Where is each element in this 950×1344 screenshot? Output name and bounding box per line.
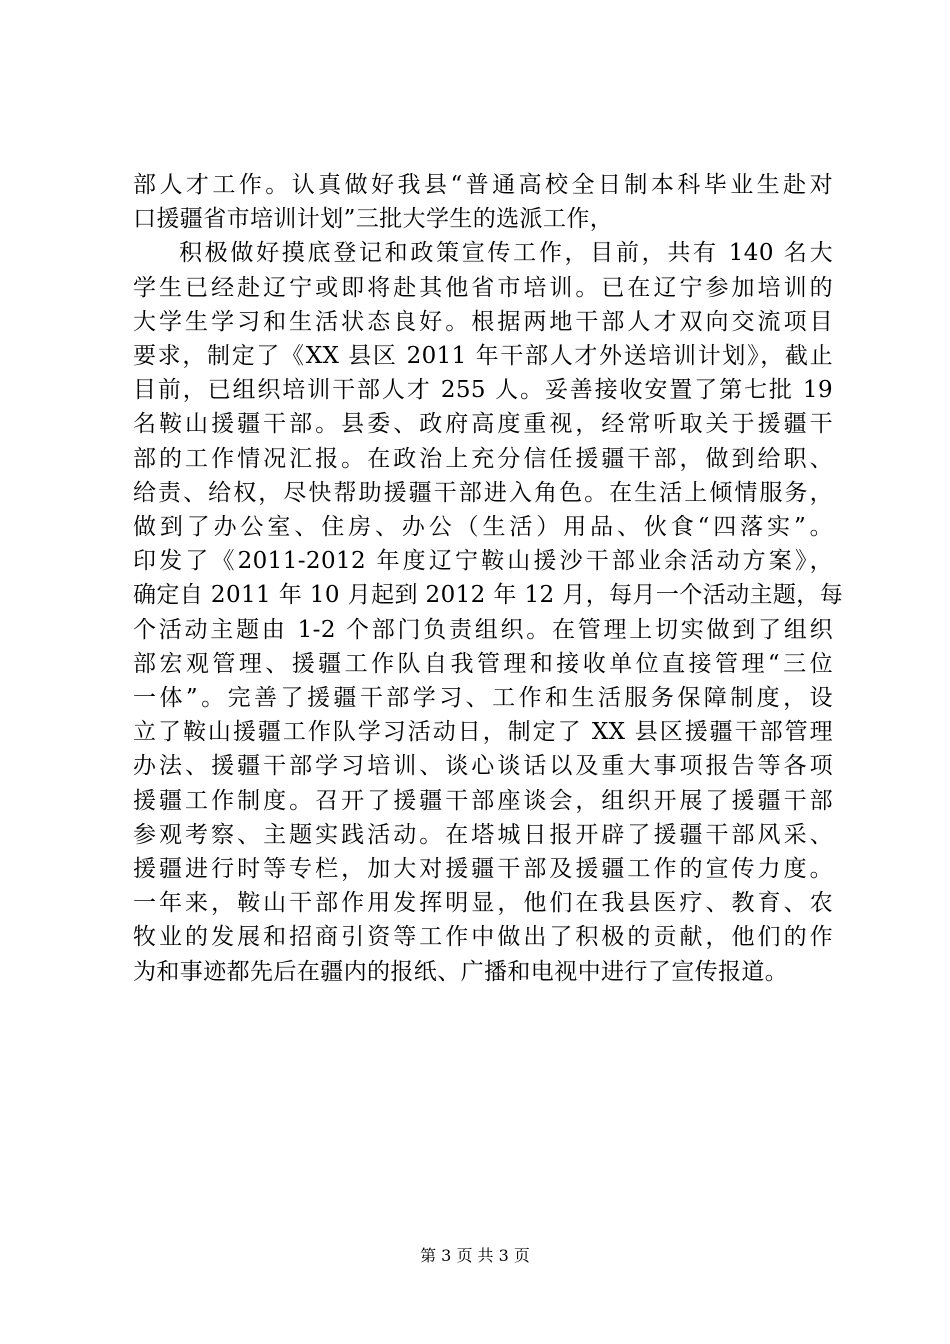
text-line: 大学生学习和生活状态良好。根据两地干部人才双向交流项目 bbox=[133, 308, 833, 335]
text-line: 确定自 2011 年 10 月起到 2012 年 12 月，每月一个活动主题，每 bbox=[133, 582, 844, 609]
text-line: 做到了办公室、住房、办公（生活）用品、伙食“四落实”。 bbox=[133, 514, 833, 541]
text-line: 学生已经赴辽宁或即将赴其他省市培训。已在辽宁参加培训的 bbox=[133, 274, 833, 301]
document-body bbox=[133, 168, 844, 989]
text-line: 办法、援疆干部学习培训、谈心谈话以及重大事项报告等各项 bbox=[133, 753, 833, 780]
text-line: 一年来，鞍山干部作用发挥明显，他们在我县医疗、教育、农 bbox=[133, 890, 833, 917]
text-line: 积极做好摸底登记和政策宣传工作，目前，共有 140 名大 bbox=[179, 240, 833, 267]
text-line: 要求，制定了《XX 县区 2011 年干部人才外送培训计划》，截止 bbox=[133, 343, 833, 370]
text-line: 名鞍山援疆干部。县委、政府高度重视，经常听取关于援疆干 bbox=[133, 411, 833, 438]
text-line: 为和事迹都先后在疆内的报纸、广播和电视中进行了宣传报道。 bbox=[133, 958, 789, 985]
paragraph-1 bbox=[133, 168, 833, 236]
text-line: 立了鞍山援疆工作队学习活动日，制定了 XX 县区援疆干部管理 bbox=[133, 719, 833, 746]
text-line: 口援疆省市培训计划”三批大学生的选派工作， bbox=[133, 206, 614, 233]
text-line: 参观考察、主题实践活动。在塔城日报开辟了援疆干部风采、 bbox=[133, 821, 833, 848]
text-line: 部人才工作。认真做好我县“普通高校全日制本科毕业生赴对 bbox=[133, 172, 833, 198]
text-line: 部的工作情况汇报。在政治上充分信任援疆干部，做到给职、 bbox=[133, 445, 833, 472]
text-line: 个活动主题由 1-2 个部门负责组织。在管理上切实做到了组织 bbox=[133, 616, 833, 643]
text-line: 援疆进行时等专栏，加大对援疆干部及援疆工作的宣传力度。 bbox=[133, 856, 833, 883]
text-line: 一体”。完善了援疆干部学习、工作和生活服务保障制度，设 bbox=[133, 685, 833, 712]
text-line: 部宏观管理、援疆工作队自我管理和接收单位直接管理“三位 bbox=[133, 650, 833, 677]
text-line: 援疆工作制度。召开了援疆干部座谈会，组织开展了援疆干部 bbox=[133, 787, 833, 814]
page-footer: 第 3 页 共 3 页 bbox=[420, 1246, 530, 1265]
text-line: 目前，已组织培训干部人才 255 人。妥善接收安置了第七批 19 bbox=[133, 377, 833, 404]
paragraph-2 bbox=[133, 236, 844, 988]
text-line: 给责、给权，尽快帮助援疆干部进入角色。在生活上倾情服务， bbox=[133, 479, 833, 506]
text-line: 印发了《2011-2012 年度辽宁鞍山援沙干部业余活动方案》， bbox=[133, 548, 833, 575]
text-line: 牧业的发展和招商引资等工作中做出了积极的贡献，他们的作 bbox=[133, 924, 833, 951]
